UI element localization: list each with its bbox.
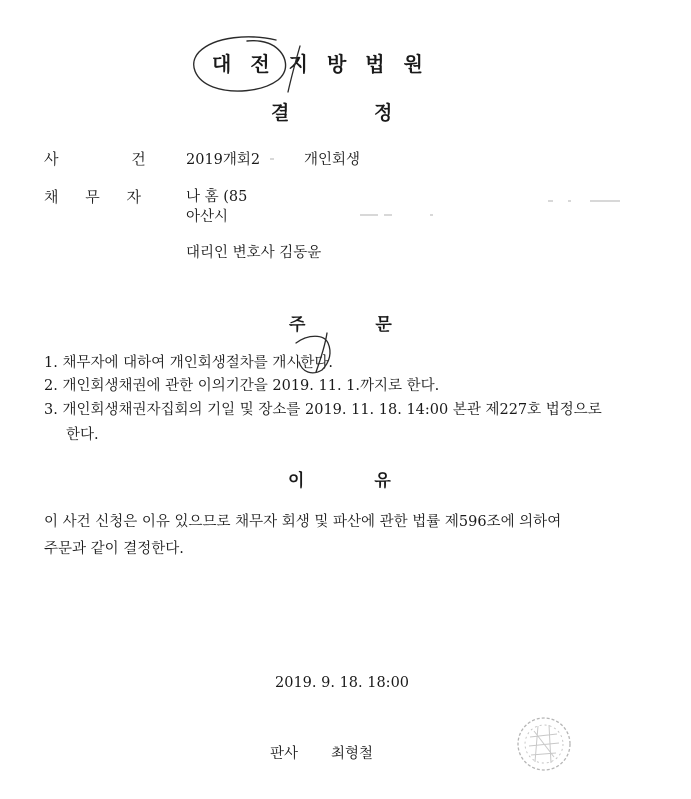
document-title: 결 정 xyxy=(271,102,393,124)
case-type: 개인회생 xyxy=(304,152,361,168)
redaction-mark xyxy=(568,200,571,202)
court-name: 대전지방법원 xyxy=(212,52,442,76)
case-label: 사 건 xyxy=(44,150,146,168)
court-seal-icon xyxy=(518,718,570,770)
reason-line: 주문과 같이 결정한다. xyxy=(44,541,184,557)
debtor-address: 아산시 xyxy=(186,209,229,225)
order-item: 2. 개인회생채권에 관한 이의기간을 2019. 11. 1.까지로 한다. xyxy=(44,378,440,394)
redaction-mark xyxy=(270,158,274,160)
debtor-label: 채 무 자 xyxy=(44,188,142,206)
judge-title: 판사 xyxy=(270,746,299,762)
decision-date: 2019. 9. 18. 18:00 xyxy=(275,675,410,691)
order-heading: 주 문 xyxy=(289,315,392,335)
reason-line: 이 사건 신청은 이유 있으므로 채무자 회생 및 파산에 관한 법률 제596조에 의하여 xyxy=(44,514,562,530)
order-item: 3. 개인회생채권자집회의 기일 및 장소를 2019. 11. 18. 14:00 본관 제227호 법정으로 xyxy=(44,402,602,418)
redaction-mark xyxy=(360,214,378,216)
reason-heading: 이 유 xyxy=(288,471,391,491)
redaction-mark xyxy=(430,214,433,216)
judge-name: 최형철 xyxy=(331,746,374,762)
order-item-continuation: 한다. xyxy=(66,427,99,443)
redaction-mark xyxy=(384,214,392,216)
debtor-agent: 대리인 변호사 김동윤 xyxy=(186,245,322,261)
debtor-name: 나 홈 (85 xyxy=(186,189,248,205)
redaction-mark xyxy=(548,200,553,202)
order-item: 1. 채무자에 대하여 개인회생절차를 개시한다. xyxy=(44,355,334,371)
case-number: 2019개회2 xyxy=(186,152,261,168)
redaction-mark xyxy=(590,200,620,202)
